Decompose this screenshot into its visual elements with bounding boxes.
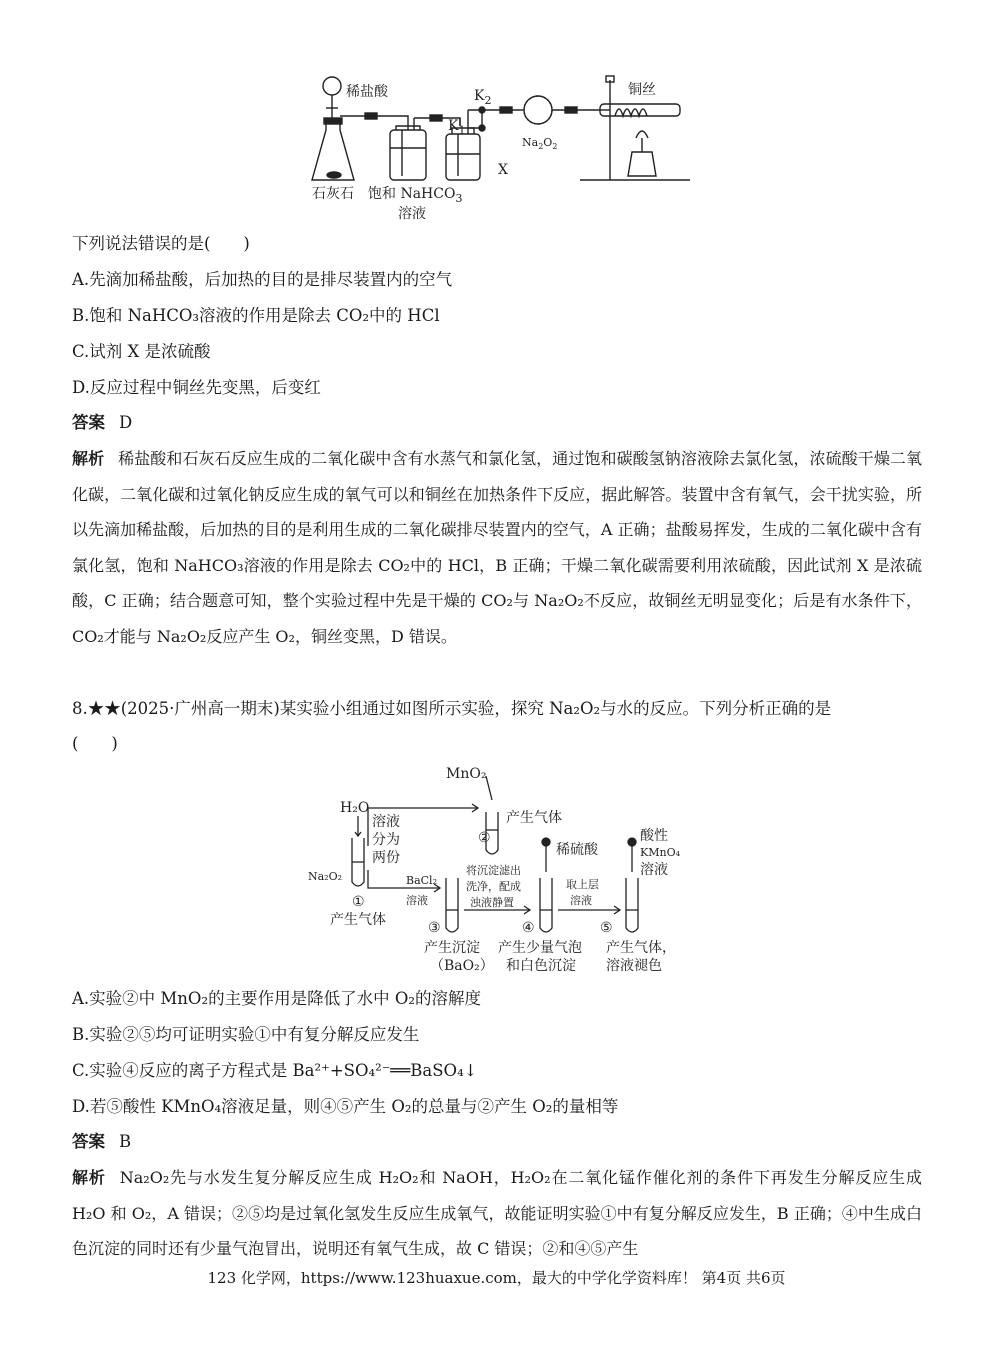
acidic-label-3: 溶液: [640, 862, 668, 878]
nahco3-label: 饱和 NaHCO$_3$: [368, 186, 463, 205]
reagent-x-label: X: [498, 162, 508, 178]
fade-label-1: 产生气体，: [606, 940, 676, 956]
apparatus-figure-1: [310, 68, 700, 228]
copper-wire-label: 铜丝: [628, 82, 656, 98]
acidic-label-2: KMnO₄: [640, 846, 680, 859]
split-label-1: 溶液: [372, 814, 400, 830]
dilute-hcl-label: 稀盐酸: [346, 84, 388, 100]
page-footer: 123 化学网，https://www.123huaxue.com，最大的中学化学资料库！ 第4页 共6页: [207, 1269, 786, 1287]
bubble-label-1: 产生少量气泡: [498, 940, 582, 956]
split-label-2: 分为: [372, 832, 400, 848]
q7-answer: [72, 412, 132, 434]
mno2-label: MnO₂: [446, 766, 487, 782]
q8-option-a: A.实验②中 MnO₂的主要作用是降低了水中 O₂的溶解度: [72, 989, 481, 1008]
q8-option-c: C.实验④反应的离子方程式是 Ba²⁺+SO₄²⁻══BaSO₄↓: [72, 1061, 478, 1080]
q7-analysis-text: 稀盐酸和石灰石反应生成的二氧化碳中含有水蒸气和氯化氢，通过饱和碳酸氢钠溶液除去氯化氢，浓硫酸干燥二氧化碳，二氧化碳和过氧化钠反应生成的氧气可以和铜丝在加热条件下反应，据此解答。装置中含有氧气，会干扰实验，所以先滴加稀盐酸，后加热的目的是利用生成的二氧化碳排尽装置内的空气，A 正确；盐酸易挥发，生成的二氧化碳中含有氯化氢，饱和 NaHCO₃溶液的作用是除去 CO₂中的 HCl，B 正确；干燥二氧化碳需要利用浓硫酸，因此试剂 X 是浓硫酸，C 正确；结合题意可知，整个实验过程中先是干燥的 CO₂与 Na₂O₂不反应，故铜丝无明显变化；后是有水条件下，CO₂才能与 Na₂O₂反应产生 O₂，铜丝变黑，D 错误。: [72, 449, 922, 646]
q8-answer: [72, 1131, 131, 1153]
filter-label-2: 洗净，配成: [466, 880, 521, 893]
tube-2-number: ②: [478, 830, 491, 846]
q7-answer-label: 答案: [72, 413, 105, 432]
limestone-label: 石灰石: [312, 186, 354, 202]
take-label-1: 取上层: [566, 878, 599, 891]
q8-answer-label: 答案: [72, 1132, 105, 1151]
bacl2-solution-label: 溶液: [406, 894, 428, 907]
q8-analysis: [72, 1160, 922, 1270]
gas-2-label: 产生气体: [506, 810, 562, 826]
precipitate-label-1: 产生沉淀: [424, 940, 480, 956]
q8-analysis-label: 解析: [72, 1168, 106, 1187]
k2-label: $K_2$: [474, 88, 492, 107]
h2o-label: H₂O: [340, 800, 370, 816]
q8-stem-tail: ( ): [72, 734, 118, 753]
q8-answer-value: B: [119, 1132, 132, 1151]
q7-analysis-label: 解析: [72, 449, 105, 468]
tube-1-number: ①: [352, 894, 365, 910]
take-label-2: 溶液: [570, 894, 592, 907]
bubble-label-2: 和白色沉淀: [506, 958, 576, 974]
precipitate-label-2: （BaO₂）: [430, 958, 494, 974]
filter-label-3: 浊液静置: [470, 896, 514, 909]
q7-answer-value: D: [119, 413, 133, 432]
q8-analysis-text: Na₂O₂先与水发生复分解反应生成 H₂O₂和 NaOH，H₂O₂在二氧化锰作催化剂的条件下再发生分解反应生成 H₂O 和 O₂，A 错误；②⑤均是过氧化氢发生反应生成氧气，故能证明实验①中有复分解反应发生，B 正确；④中生成白色沉淀的同时还有少量气泡冒出，说明还有氧气生成，故 C 错误；②和④⑤产生: [72, 1168, 922, 1259]
dilute-h2so4-label: 稀硫酸: [556, 842, 598, 858]
experiment-figure-2: [300, 760, 700, 980]
split-label-3: 两份: [372, 850, 400, 866]
q7-option-a: A.先滴加稀盐酸，后加热的目的是排尽装置内的空气: [72, 270, 453, 289]
gas-1-label: 产生气体: [330, 912, 386, 928]
tube-3-number: ③: [428, 920, 441, 936]
bacl2-label: BaCl₂: [406, 874, 437, 887]
q7-option-d: D.反应过程中铜丝先变黑，后变红: [72, 378, 321, 397]
q7-option-c: C.试剂 X 是浓硫酸: [72, 342, 211, 361]
na2o2-label-2: Na₂O₂: [308, 870, 343, 883]
tube-4-number: ④: [522, 920, 535, 936]
q8-stem: 8.★★(2025·广州高一期末)某实验小组通过如图所示实验，探究 Na₂O₂与水的反应。下列分析正确的是: [72, 699, 832, 718]
acidic-label-1: 酸性: [640, 828, 668, 844]
q7-option-b: B.饱和 NaHCO₃溶液的作用是除去 CO₂中的 HCl: [72, 306, 440, 325]
q7-analysis: [72, 441, 922, 655]
tube-5-number: ⑤: [600, 920, 613, 936]
q8-option-b: B.实验②⑤均可证明实验①中有复分解反应发生: [72, 1025, 420, 1044]
fade-label-2: 溶液褪色: [606, 958, 662, 974]
k1-label: $K_1$: [448, 118, 466, 137]
na2o2-label: $Na_2O_2$: [522, 136, 558, 151]
nahco3-solution-label: 溶液: [398, 206, 426, 222]
q8-option-d: D.若⑤酸性 KMnO₄溶液足量，则④⑤产生 O₂的总量与②产生 O₂的量相等: [72, 1097, 619, 1116]
q7-stem: 下列说法错误的是( ): [72, 234, 250, 253]
filter-label-1: 将沉淀滤出: [466, 864, 521, 877]
